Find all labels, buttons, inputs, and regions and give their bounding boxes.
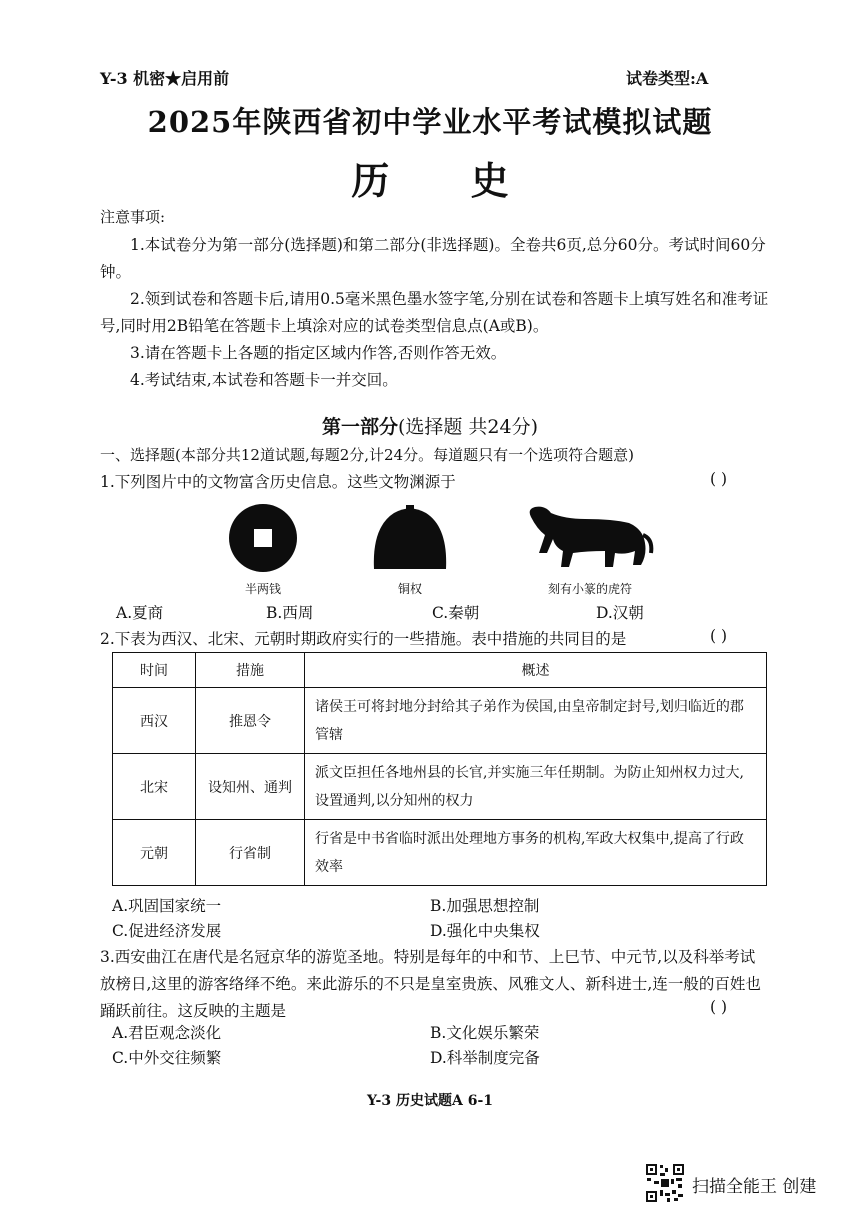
table-row (113, 688, 767, 754)
q3-option-b[interactable]: B.文化娱乐繁荣 (430, 1024, 540, 1042)
part-one-heading (0, 412, 860, 439)
q2-option-c[interactable]: C.促进经济发展 (112, 922, 222, 940)
table-row (113, 754, 767, 820)
q2-option-d[interactable]: D.强化中央集权 (430, 922, 540, 940)
table-header: 措施 (196, 653, 305, 688)
table-row (113, 820, 767, 886)
measures-table (112, 652, 767, 886)
paper-type-label: 试卷类型:A (626, 69, 709, 88)
notice-heading: 注意事项: (100, 208, 166, 226)
q2-stem: 2.下表为西汉、北宋、元朝时期政府实行的一些措施。表中措施的共同目的是 (100, 630, 627, 648)
part-subtitle: (选择题 共24分) (397, 416, 539, 438)
subject-title: 历 史 (351, 158, 543, 203)
table-header-row (113, 653, 767, 688)
measure-cell: 行省制 (196, 820, 305, 886)
q1-option-c[interactable]: C.秦朝 (432, 604, 480, 622)
q1-stem: 1.下列图片中的文物富含历史信息。这些文物渊源于 (100, 473, 456, 491)
q2-option-a[interactable]: A.巩固国家统一 (112, 897, 222, 915)
q3-answer-paren[interactable]: ( ) (710, 998, 728, 1016)
measure-cell: 设知州、通判 (196, 754, 305, 820)
section-instructions: 一、选择题(本部分共12道试题,每题2分,计24分。每道题只有一个选项符合题意) (100, 446, 634, 464)
page-footer: Y-3 历史试题A 6-1 (366, 1093, 494, 1109)
notice-list (100, 232, 770, 394)
description-cell: 诸侯王可将封地分封给其子弟作为侯国,由皇帝制定封号,划归临近的郡管辖 (305, 688, 767, 754)
table-header: 时间 (113, 653, 196, 688)
q1-caption: 刻有小篆的虎符 (547, 582, 632, 596)
notice-item: 2.领到试卷和答题卡后,请用0.5毫米黑色墨水签字笔,分别在试卷和答题卡上填写姓名和准考证号,同时用2B铅笔在答题卡上填涂对应的试卷类型信息点(A或B)。 (100, 290, 769, 335)
q2-option-b[interactable]: B.加强思想控制 (430, 897, 540, 915)
q3-option-d[interactable]: D.科举制度完备 (430, 1049, 540, 1067)
q2-answer-paren[interactable]: ( ) (710, 627, 728, 645)
measure-cell: 推恩令 (196, 688, 305, 754)
notice-item: 4.考试结束,本试卷和答题卡一并交回。 (130, 371, 398, 389)
exam-title: 2025年陕西省初中学业水平考试模拟试题 (147, 105, 713, 139)
notice-item: 1.本试卷分为第一部分(选择题)和第二部分(非选择题)。全卷共6页,总分60分。考试时间60分钟。 (100, 236, 766, 281)
q1-caption: 铜权 (397, 582, 422, 596)
period-cell: 元朝 (113, 820, 196, 886)
part-title: 第一部分 (321, 416, 398, 438)
tiger-tally-icon (525, 503, 655, 573)
q1-option-d[interactable]: D.汉朝 (596, 604, 644, 622)
q3-option-c[interactable]: C.中外交往频繁 (112, 1049, 222, 1067)
description-cell: 派文臣担任各地州县的长官,并实施三年任期制。为防止知州权力过大,设置通判,以分知州的权力 (305, 754, 767, 820)
qr-code-icon (645, 1163, 685, 1203)
ban-liang-coin-icon (228, 503, 298, 573)
q1-option-a[interactable]: A.夏商 (116, 604, 164, 622)
q1-caption: 半两钱 (244, 582, 281, 596)
scanner-watermark: 扫描全能王 创建 (692, 1177, 817, 1197)
period-cell: 西汉 (113, 688, 196, 754)
q1-answer-paren[interactable]: ( ) (710, 470, 728, 488)
notice-item: 3.请在答题卡上各题的指定区域内作答,否则作答无效。 (130, 344, 507, 362)
q3-stem: 3.西安曲江在唐代是名冠京华的游览圣地。特别是每年的中和节、上巳节、中元节,以及科举考试放榜日,这里的游客络绎不绝。来此游乐的不只是皇室贵族、风雅文人、新科进士,连一般的百姓也踊跃前往。这反映的主题是 (100, 948, 761, 1020)
period-cell: 北宋 (113, 754, 196, 820)
bronze-weight-icon (370, 503, 450, 573)
q3-option-a[interactable]: A.君臣观念淡化 (112, 1024, 222, 1042)
q1-option-b[interactable]: B.西周 (266, 604, 314, 622)
table-header: 概述 (305, 653, 767, 688)
description-cell: 行省是中书省临时派出处理地方事务的机构,军政大权集中,提高了行政效率 (305, 820, 767, 886)
confidential-label: Y-3 机密★启用前 (100, 69, 230, 88)
